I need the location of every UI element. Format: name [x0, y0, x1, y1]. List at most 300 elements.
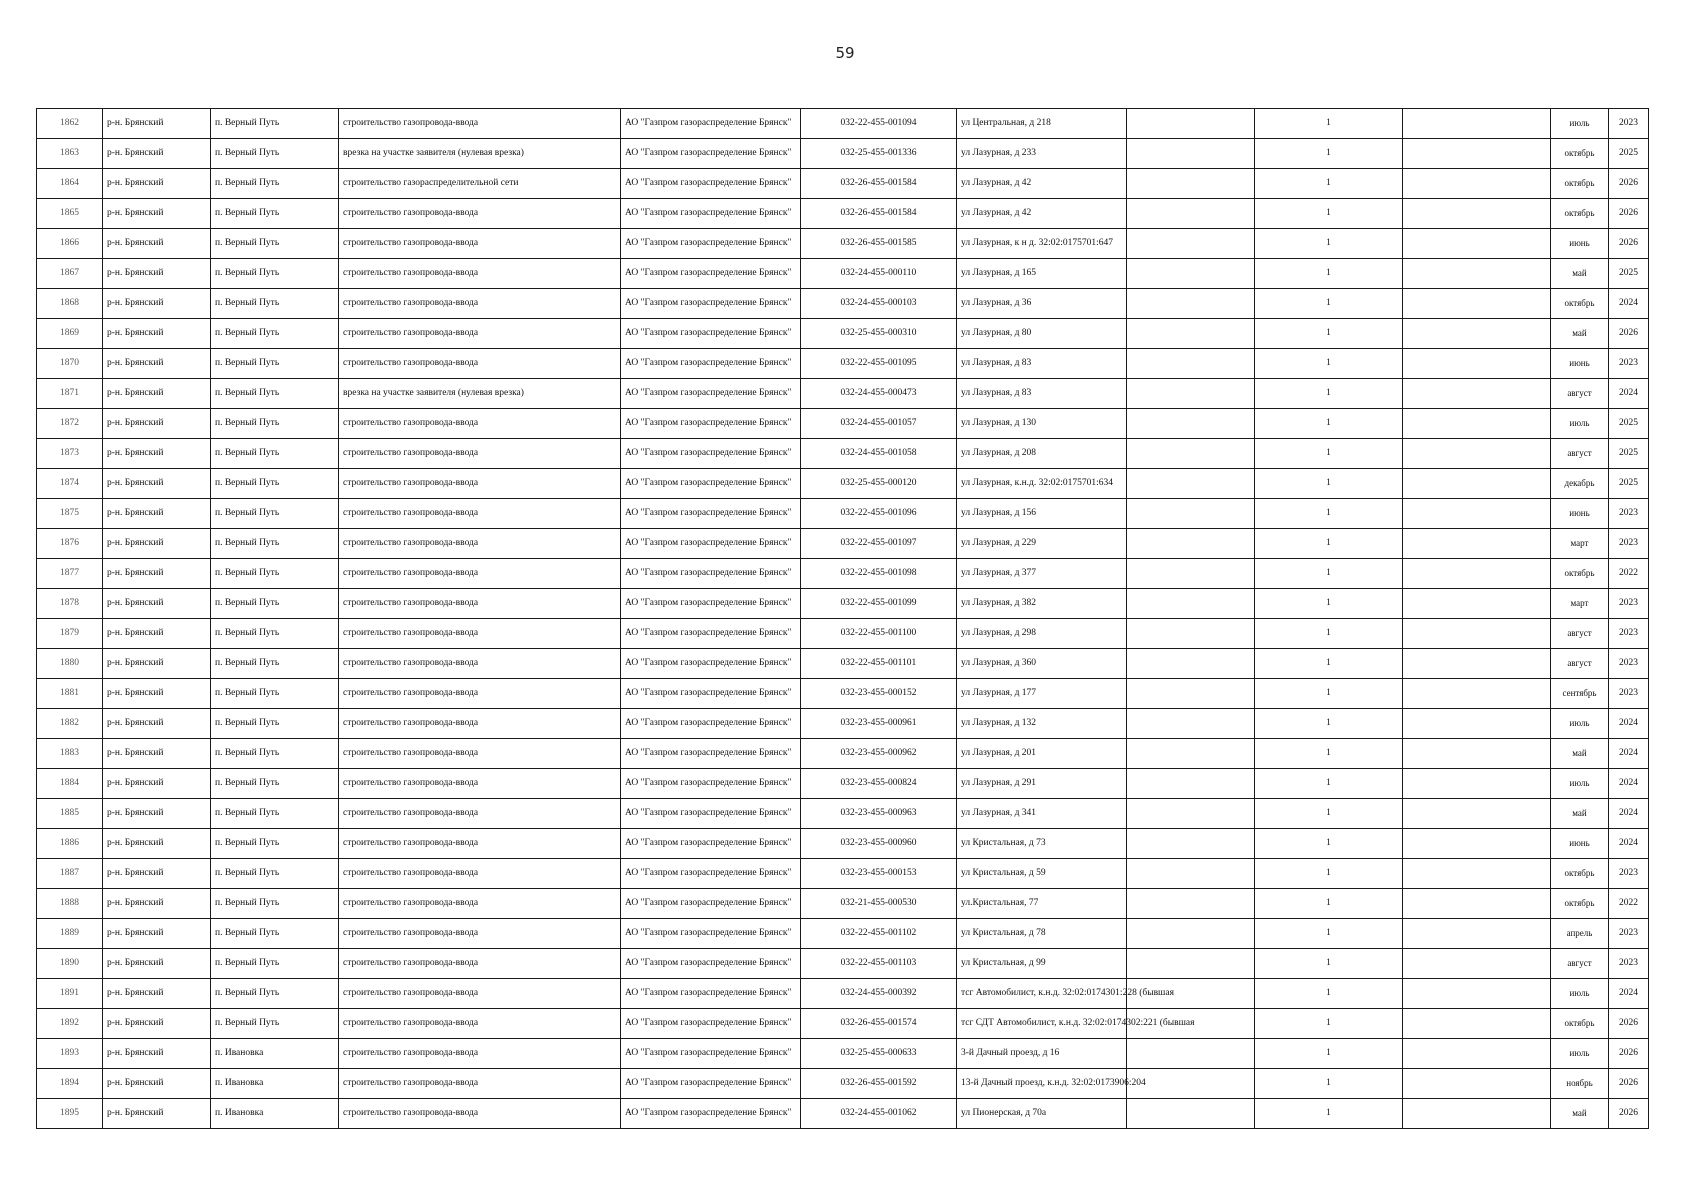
table-row — [37, 229, 1649, 259]
empty-cell — [1127, 679, 1255, 709]
year-cell: 2023 — [1609, 619, 1649, 649]
application-code-cell: 032-26-455-001574 — [801, 1009, 957, 1039]
quantity-cell: 1 — [1255, 1009, 1403, 1039]
application-code-cell: 032-22-455-001103 — [801, 949, 957, 979]
row-number: 1876 — [37, 529, 103, 559]
address-cell: ул Лазурная, д 233 — [957, 139, 1127, 169]
empty-cell — [1127, 709, 1255, 739]
table-row — [37, 949, 1649, 979]
empty-cell — [1127, 199, 1255, 229]
quantity-cell: 1 — [1255, 1039, 1403, 1069]
address-cell: ул.Кристальная, 77 — [957, 889, 1127, 919]
work-type-cell: строительство газопровода-ввода — [339, 1099, 621, 1129]
empty-cell — [1403, 379, 1551, 409]
address-cell: ул Лазурная, д 156 — [957, 499, 1127, 529]
district-cell: р-н. Брянский — [103, 889, 211, 919]
district-cell: р-н. Брянский — [103, 139, 211, 169]
month-cell: июль — [1551, 1039, 1609, 1069]
table-row — [37, 319, 1649, 349]
empty-cell — [1127, 889, 1255, 919]
year-cell: 2026 — [1609, 319, 1649, 349]
table-row — [37, 1069, 1649, 1099]
work-type-cell: строительство газопровода-ввода — [339, 829, 621, 859]
organization-cell: АО "Газпром газораспределение Брянск" — [621, 169, 801, 199]
address-cell: ул Лазурная, д 80 — [957, 319, 1127, 349]
organization-cell: АО "Газпром газораспределение Брянск" — [621, 1069, 801, 1099]
district-cell: р-н. Брянский — [103, 289, 211, 319]
month-cell: сентябрь — [1551, 679, 1609, 709]
year-cell: 2025 — [1609, 259, 1649, 289]
address-cell: ул Лазурная, к н д. 32:02:0175701:647 — [957, 229, 1127, 259]
address-cell: ул Пионерская, д 70а — [957, 1099, 1127, 1129]
empty-cell — [1403, 229, 1551, 259]
row-number: 1888 — [37, 889, 103, 919]
locality-cell: п. Верный Путь — [211, 439, 339, 469]
year-cell: 2026 — [1609, 1099, 1649, 1129]
year-cell: 2026 — [1609, 1069, 1649, 1099]
district-cell: р-н. Брянский — [103, 439, 211, 469]
empty-cell — [1403, 1039, 1551, 1069]
empty-cell — [1403, 919, 1551, 949]
table-row — [37, 1099, 1649, 1129]
row-number: 1895 — [37, 1099, 103, 1129]
empty-cell — [1127, 409, 1255, 439]
organization-cell: АО "Газпром газораспределение Брянск" — [621, 499, 801, 529]
year-cell: 2025 — [1609, 409, 1649, 439]
table-row — [37, 709, 1649, 739]
month-cell: июль — [1551, 409, 1609, 439]
month-cell: май — [1551, 739, 1609, 769]
organization-cell: АО "Газпром газораспределение Брянск" — [621, 1039, 801, 1069]
table-row — [37, 1039, 1649, 1069]
locality-cell: п. Верный Путь — [211, 709, 339, 739]
month-cell: июнь — [1551, 229, 1609, 259]
year-cell: 2026 — [1609, 169, 1649, 199]
year-cell: 2024 — [1609, 709, 1649, 739]
month-cell: октябрь — [1551, 199, 1609, 229]
work-type-cell: строительство газопровода-ввода — [339, 979, 621, 1009]
table-row — [37, 499, 1649, 529]
organization-cell: АО "Газпром газораспределение Брянск" — [621, 799, 801, 829]
quantity-cell: 1 — [1255, 199, 1403, 229]
organization-cell: АО "Газпром газораспределение Брянск" — [621, 769, 801, 799]
work-type-cell: строительство газопровода-ввода — [339, 709, 621, 739]
table-row — [37, 649, 1649, 679]
empty-cell — [1127, 109, 1255, 139]
locality-cell: п. Верный Путь — [211, 889, 339, 919]
year-cell: 2023 — [1609, 949, 1649, 979]
empty-cell — [1403, 679, 1551, 709]
address-cell: ул Лазурная, к.н.д. 32:02:0175701:634 — [957, 469, 1127, 499]
locality-cell: п. Верный Путь — [211, 499, 339, 529]
empty-cell — [1403, 859, 1551, 889]
work-type-cell: строительство газопровода-ввода — [339, 529, 621, 559]
month-cell: май — [1551, 259, 1609, 289]
application-code-cell: 032-22-455-001096 — [801, 499, 957, 529]
empty-cell — [1127, 739, 1255, 769]
row-number: 1893 — [37, 1039, 103, 1069]
quantity-cell: 1 — [1255, 349, 1403, 379]
year-cell: 2024 — [1609, 799, 1649, 829]
empty-cell — [1403, 559, 1551, 589]
quantity-cell: 1 — [1255, 289, 1403, 319]
organization-cell: АО "Газпром газораспределение Брянск" — [621, 439, 801, 469]
table-row — [37, 619, 1649, 649]
quantity-cell: 1 — [1255, 1069, 1403, 1099]
district-cell: р-н. Брянский — [103, 529, 211, 559]
empty-cell — [1403, 109, 1551, 139]
row-number: 1881 — [37, 679, 103, 709]
year-cell: 2023 — [1609, 349, 1649, 379]
row-number: 1885 — [37, 799, 103, 829]
table-row — [37, 289, 1649, 319]
organization-cell: АО "Газпром газораспределение Брянск" — [621, 1009, 801, 1039]
locality-cell: п. Верный Путь — [211, 349, 339, 379]
row-number: 1886 — [37, 829, 103, 859]
empty-cell — [1403, 469, 1551, 499]
organization-cell: АО "Газпром газораспределение Брянск" — [621, 409, 801, 439]
organization-cell: АО "Газпром газораспределение Брянск" — [621, 979, 801, 1009]
table-row — [37, 859, 1649, 889]
year-cell: 2023 — [1609, 109, 1649, 139]
month-cell: ноябрь — [1551, 1069, 1609, 1099]
year-cell: 2026 — [1609, 1009, 1649, 1039]
row-number: 1868 — [37, 289, 103, 319]
row-number: 1863 — [37, 139, 103, 169]
district-cell: р-н. Брянский — [103, 949, 211, 979]
table-row — [37, 829, 1649, 859]
address-cell: ул Лазурная, д 177 — [957, 679, 1127, 709]
district-cell: р-н. Брянский — [103, 979, 211, 1009]
district-cell: р-н. Брянский — [103, 799, 211, 829]
month-cell: апрель — [1551, 919, 1609, 949]
row-number: 1873 — [37, 439, 103, 469]
organization-cell: АО "Газпром газораспределение Брянск" — [621, 619, 801, 649]
empty-cell — [1403, 439, 1551, 469]
empty-cell — [1127, 1099, 1255, 1129]
locality-cell: п. Верный Путь — [211, 529, 339, 559]
empty-cell — [1127, 799, 1255, 829]
quantity-cell: 1 — [1255, 229, 1403, 259]
application-code-cell: 032-24-455-000103 — [801, 289, 957, 319]
page-number: 59 — [835, 44, 855, 62]
empty-cell — [1127, 859, 1255, 889]
year-cell: 2023 — [1609, 919, 1649, 949]
row-number: 1862 — [37, 109, 103, 139]
organization-cell: АО "Газпром газораспределение Брянск" — [621, 379, 801, 409]
address-cell: ул Кристальная, д 99 — [957, 949, 1127, 979]
table-row — [37, 979, 1649, 1009]
empty-cell — [1403, 589, 1551, 619]
organization-cell: АО "Газпром газораспределение Брянск" — [621, 469, 801, 499]
locality-cell: п. Верный Путь — [211, 829, 339, 859]
table-row — [37, 169, 1649, 199]
year-cell: 2022 — [1609, 559, 1649, 589]
empty-cell — [1127, 559, 1255, 589]
address-cell: ул Лазурная, д 341 — [957, 799, 1127, 829]
address-cell: ул Центральная, д 218 — [957, 109, 1127, 139]
locality-cell: п. Верный Путь — [211, 769, 339, 799]
month-cell: октябрь — [1551, 1009, 1609, 1039]
registry-table — [36, 108, 1649, 1129]
locality-cell: п. Верный Путь — [211, 109, 339, 139]
row-number: 1867 — [37, 259, 103, 289]
quantity-cell: 1 — [1255, 469, 1403, 499]
year-cell: 2026 — [1609, 1039, 1649, 1069]
table-row — [37, 739, 1649, 769]
row-number: 1882 — [37, 709, 103, 739]
application-code-cell: 032-22-455-001099 — [801, 589, 957, 619]
month-cell: декабрь — [1551, 469, 1609, 499]
empty-cell — [1403, 139, 1551, 169]
work-type-cell: строительство газопровода-ввода — [339, 229, 621, 259]
locality-cell: п. Верный Путь — [211, 229, 339, 259]
district-cell: р-н. Брянский — [103, 169, 211, 199]
empty-cell — [1403, 739, 1551, 769]
quantity-cell: 1 — [1255, 769, 1403, 799]
empty-cell — [1403, 769, 1551, 799]
empty-cell — [1127, 769, 1255, 799]
work-type-cell: строительство газопровода-ввода — [339, 919, 621, 949]
work-type-cell: строительство газопровода-ввода — [339, 109, 621, 139]
organization-cell: АО "Газпром газораспределение Брянск" — [621, 709, 801, 739]
empty-cell — [1403, 649, 1551, 679]
address-cell: ул Кристальная, д 73 — [957, 829, 1127, 859]
quantity-cell: 1 — [1255, 829, 1403, 859]
district-cell: р-н. Брянский — [103, 859, 211, 889]
row-number: 1892 — [37, 1009, 103, 1039]
address-cell: ул Лазурная, д 201 — [957, 739, 1127, 769]
month-cell: июнь — [1551, 349, 1609, 379]
quantity-cell: 1 — [1255, 1099, 1403, 1129]
application-code-cell: 032-23-455-000960 — [801, 829, 957, 859]
month-cell: август — [1551, 439, 1609, 469]
address-cell: ул Лазурная, д 83 — [957, 379, 1127, 409]
application-code-cell: 032-22-455-001101 — [801, 649, 957, 679]
locality-cell: п. Верный Путь — [211, 649, 339, 679]
locality-cell: п. Верный Путь — [211, 859, 339, 889]
address-cell: ул Лазурная, д 382 — [957, 589, 1127, 619]
empty-cell — [1403, 289, 1551, 319]
locality-cell: п. Верный Путь — [211, 379, 339, 409]
empty-cell — [1403, 169, 1551, 199]
work-type-cell: строительство газопровода-ввода — [339, 349, 621, 379]
year-cell: 2026 — [1609, 229, 1649, 259]
organization-cell: АО "Газпром газораспределение Брянск" — [621, 289, 801, 319]
address-cell: ул Лазурная, д 360 — [957, 649, 1127, 679]
application-code-cell: 032-26-455-001592 — [801, 1069, 957, 1099]
application-code-cell: 032-24-455-001058 — [801, 439, 957, 469]
empty-cell — [1127, 229, 1255, 259]
row-number: 1865 — [37, 199, 103, 229]
year-cell: 2024 — [1609, 739, 1649, 769]
month-cell: март — [1551, 529, 1609, 559]
organization-cell: АО "Газпром газораспределение Брянск" — [621, 1099, 801, 1129]
empty-cell — [1403, 619, 1551, 649]
row-number: 1878 — [37, 589, 103, 619]
year-cell: 2024 — [1609, 769, 1649, 799]
locality-cell: п. Ивановка — [211, 1069, 339, 1099]
address-cell: ул Лазурная, д 291 — [957, 769, 1127, 799]
work-type-cell: строительство газопровода-ввода — [339, 769, 621, 799]
district-cell: р-н. Брянский — [103, 649, 211, 679]
work-type-cell: строительство газопровода-ввода — [339, 319, 621, 349]
table-row — [37, 409, 1649, 439]
application-code-cell: 032-22-455-001094 — [801, 109, 957, 139]
month-cell: октябрь — [1551, 169, 1609, 199]
address-cell: ул Лазурная, д 132 — [957, 709, 1127, 739]
district-cell: р-н. Брянский — [103, 679, 211, 709]
quantity-cell: 1 — [1255, 619, 1403, 649]
table-row — [37, 199, 1649, 229]
empty-cell — [1127, 379, 1255, 409]
month-cell: июнь — [1551, 499, 1609, 529]
empty-cell — [1403, 529, 1551, 559]
row-number: 1880 — [37, 649, 103, 679]
month-cell: октябрь — [1551, 559, 1609, 589]
quantity-cell: 1 — [1255, 739, 1403, 769]
district-cell: р-н. Брянский — [103, 739, 211, 769]
application-code-cell: 032-25-455-000120 — [801, 469, 957, 499]
work-type-cell: строительство газопровода-ввода — [339, 889, 621, 919]
row-number: 1870 — [37, 349, 103, 379]
empty-cell — [1127, 169, 1255, 199]
address-cell: 3-й Дачный проезд, д 16 — [957, 1039, 1127, 1069]
work-type-cell: строительство газопровода-ввода — [339, 1039, 621, 1069]
locality-cell: п. Верный Путь — [211, 739, 339, 769]
month-cell: август — [1551, 649, 1609, 679]
quantity-cell: 1 — [1255, 499, 1403, 529]
organization-cell: АО "Газпром газораспределение Брянск" — [621, 319, 801, 349]
quantity-cell: 1 — [1255, 889, 1403, 919]
work-type-cell: строительство газопровода-ввода — [339, 1009, 621, 1039]
application-code-cell: 032-24-455-000392 — [801, 979, 957, 1009]
month-cell: октябрь — [1551, 139, 1609, 169]
quantity-cell: 1 — [1255, 559, 1403, 589]
organization-cell: АО "Газпром газораспределение Брянск" — [621, 559, 801, 589]
month-cell: май — [1551, 319, 1609, 349]
quantity-cell: 1 — [1255, 439, 1403, 469]
locality-cell: п. Верный Путь — [211, 469, 339, 499]
district-cell: р-н. Брянский — [103, 469, 211, 499]
row-number: 1869 — [37, 319, 103, 349]
table-row — [37, 379, 1649, 409]
locality-cell: п. Верный Путь — [211, 949, 339, 979]
district-cell: р-н. Брянский — [103, 319, 211, 349]
quantity-cell: 1 — [1255, 859, 1403, 889]
quantity-cell: 1 — [1255, 259, 1403, 289]
work-type-cell: строительство газопровода-ввода — [339, 559, 621, 589]
year-cell: 2026 — [1609, 199, 1649, 229]
quantity-cell: 1 — [1255, 589, 1403, 619]
locality-cell: п. Верный Путь — [211, 169, 339, 199]
quantity-cell: 1 — [1255, 649, 1403, 679]
table-row — [37, 919, 1649, 949]
year-cell: 2024 — [1609, 979, 1649, 1009]
application-code-cell: 032-26-455-001584 — [801, 169, 957, 199]
empty-cell — [1403, 259, 1551, 289]
work-type-cell: врезка на участке заявителя (нулевая врезка) — [339, 139, 621, 169]
address-cell: ул Лазурная, д 208 — [957, 439, 1127, 469]
work-type-cell: строительство газопровода-ввода — [339, 1069, 621, 1099]
empty-cell — [1403, 409, 1551, 439]
organization-cell: АО "Газпром газораспределение Брянск" — [621, 109, 801, 139]
row-number: 1889 — [37, 919, 103, 949]
row-number: 1877 — [37, 559, 103, 589]
application-code-cell: 032-23-455-000152 — [801, 679, 957, 709]
year-cell: 2024 — [1609, 829, 1649, 859]
quantity-cell: 1 — [1255, 379, 1403, 409]
table-row — [37, 109, 1649, 139]
district-cell: р-н. Брянский — [103, 919, 211, 949]
empty-cell — [1127, 139, 1255, 169]
organization-cell: АО "Газпром газораспределение Брянск" — [621, 889, 801, 919]
locality-cell: п. Верный Путь — [211, 319, 339, 349]
year-cell: 2025 — [1609, 469, 1649, 499]
locality-cell: п. Верный Путь — [211, 799, 339, 829]
row-number: 1879 — [37, 619, 103, 649]
locality-cell: п. Верный Путь — [211, 259, 339, 289]
month-cell: июль — [1551, 109, 1609, 139]
row-number: 1884 — [37, 769, 103, 799]
district-cell: р-н. Брянский — [103, 1099, 211, 1129]
work-type-cell: строительство газопровода-ввода — [339, 619, 621, 649]
application-code-cell: 032-24-455-001057 — [801, 409, 957, 439]
quantity-cell: 1 — [1255, 169, 1403, 199]
month-cell: октябрь — [1551, 289, 1609, 319]
work-type-cell: строительство газопровода-ввода — [339, 409, 621, 439]
organization-cell: АО "Газпром газораспределение Брянск" — [621, 139, 801, 169]
row-number: 1883 — [37, 739, 103, 769]
organization-cell: АО "Газпром газораспределение Брянск" — [621, 649, 801, 679]
table-row — [37, 679, 1649, 709]
empty-cell — [1127, 589, 1255, 619]
address-cell: ул Лазурная, д 36 — [957, 289, 1127, 319]
month-cell: июль — [1551, 769, 1609, 799]
row-number: 1887 — [37, 859, 103, 889]
year-cell: 2024 — [1609, 379, 1649, 409]
row-number: 1871 — [37, 379, 103, 409]
address-cell: ул Лазурная, д 377 — [957, 559, 1127, 589]
month-cell: июль — [1551, 979, 1609, 1009]
row-number: 1891 — [37, 979, 103, 1009]
locality-cell: п. Верный Путь — [211, 589, 339, 619]
locality-cell: п. Верный Путь — [211, 199, 339, 229]
empty-cell — [1403, 499, 1551, 529]
empty-cell — [1403, 709, 1551, 739]
quantity-cell: 1 — [1255, 109, 1403, 139]
work-type-cell: врезка на участке заявителя (нулевая врезка) — [339, 379, 621, 409]
quantity-cell: 1 — [1255, 529, 1403, 559]
empty-cell — [1403, 1069, 1551, 1099]
work-type-cell: строительство газопровода-ввода — [339, 949, 621, 979]
organization-cell: АО "Газпром газораспределение Брянск" — [621, 859, 801, 889]
locality-cell: п. Верный Путь — [211, 679, 339, 709]
address-cell: ул Лазурная, д 165 — [957, 259, 1127, 289]
application-code-cell: 032-23-455-000961 — [801, 709, 957, 739]
empty-cell — [1403, 199, 1551, 229]
year-cell: 2023 — [1609, 649, 1649, 679]
locality-cell: п. Верный Путь — [211, 409, 339, 439]
table-row — [37, 799, 1649, 829]
year-cell: 2023 — [1609, 499, 1649, 529]
application-code-cell: 032-22-455-001102 — [801, 919, 957, 949]
organization-cell: АО "Газпром газораспределение Брянск" — [621, 679, 801, 709]
table-row — [37, 559, 1649, 589]
work-type-cell: строительство газопровода-ввода — [339, 589, 621, 619]
quantity-cell: 1 — [1255, 409, 1403, 439]
district-cell: р-н. Брянский — [103, 199, 211, 229]
